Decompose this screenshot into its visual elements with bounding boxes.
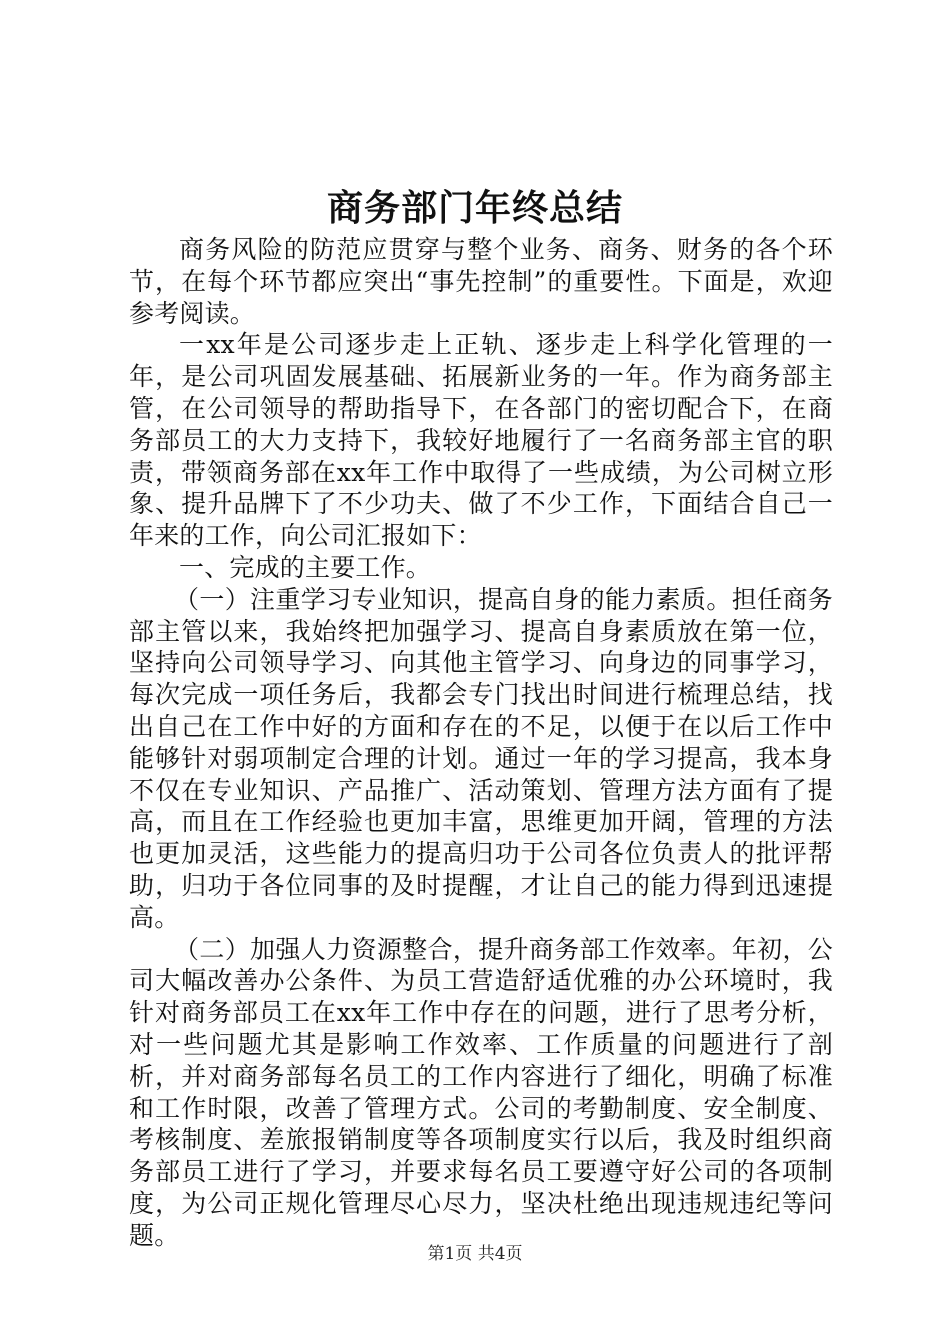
paragraph-intro: 商务风险的防范应贯穿与整个业务、商务、财务的各个环节，在每个环节都应突出“事先控制”的重要性。下面是，欢迎参考阅读。 — [129, 235, 833, 328]
paragraph-overview: 一xx年是公司逐步走上正轨、逐步走上科学化管理的一年，是公司巩固发展基础、拓展新业务的一年。作为商务部主管，在公司领导的帮助指导下，在各部门的密切配合下，在商务部员工的大力支持下，我较好地履行了一名商务部主官的职责，带领商务部在xx年工作中取得了一些成绩，为公司树立形象、提升品牌下了不少功夫、做了不少工作，下面结合自己一年来的工作，向公司汇报如下： — [129, 330, 833, 551]
section-heading-main-work: 一、完成的主要工作。 — [179, 552, 432, 582]
paragraph-item-two: （二）加强人力资源整合，提升商务部工作效率。年初，公司大幅改善办公条件、为员工营造舒适优雅的办公环境时，我针对商务部员工在xx年工作中存在的问题，进行了思考分析，对一些问题尤其是影响工作效率、工作质量的问题进行了剖析，并对商务部每名员工的工作内容进行了细化，明确了标准和工作时限，改善了管理方式。公司的考勤制度、安全制度、考核制度、差旅报销制度等各项制度实行以后，我及时组织商务部员工进行了学习，并要求每名员工要遵守好公司的各项制度，为公司正规化管理尽心尽力，坚决杜绝出现违规违纪等问题。 — [129, 934, 833, 1250]
document-body — [129, 234, 833, 1252]
page-number-footer: 第1页 共4页 — [427, 1244, 523, 1264]
paragraph-item-one: （一）注重学习专业知识，提高自身的能力素质。担任商务部主管以来，我始终把加强学习、提高自身素质放在第一位，坚持向公司领导学习、向其他主管学习、向身边的同事学习，每次完成一项任务后，我都会专门找出时间进行梳理总结，找出自己在工作中好的方面和存在的不足，以便于在以后工作中能够针对弱项制定合理的计划。通过一年的学习提高，我本身不仅在专业知识、产品推广、活动策划、管理方法方面有了提高，而且在工作经验也更加丰富，思维更加开阔，管理的方法也更加灵活，这些能力的提高归功于公司各位负责人的批评帮助，归功于各位同事的及时提醒，才让自己的能力得到迅速提高。 — [129, 584, 833, 932]
document-title: 商务部门年终总结 — [326, 187, 623, 229]
